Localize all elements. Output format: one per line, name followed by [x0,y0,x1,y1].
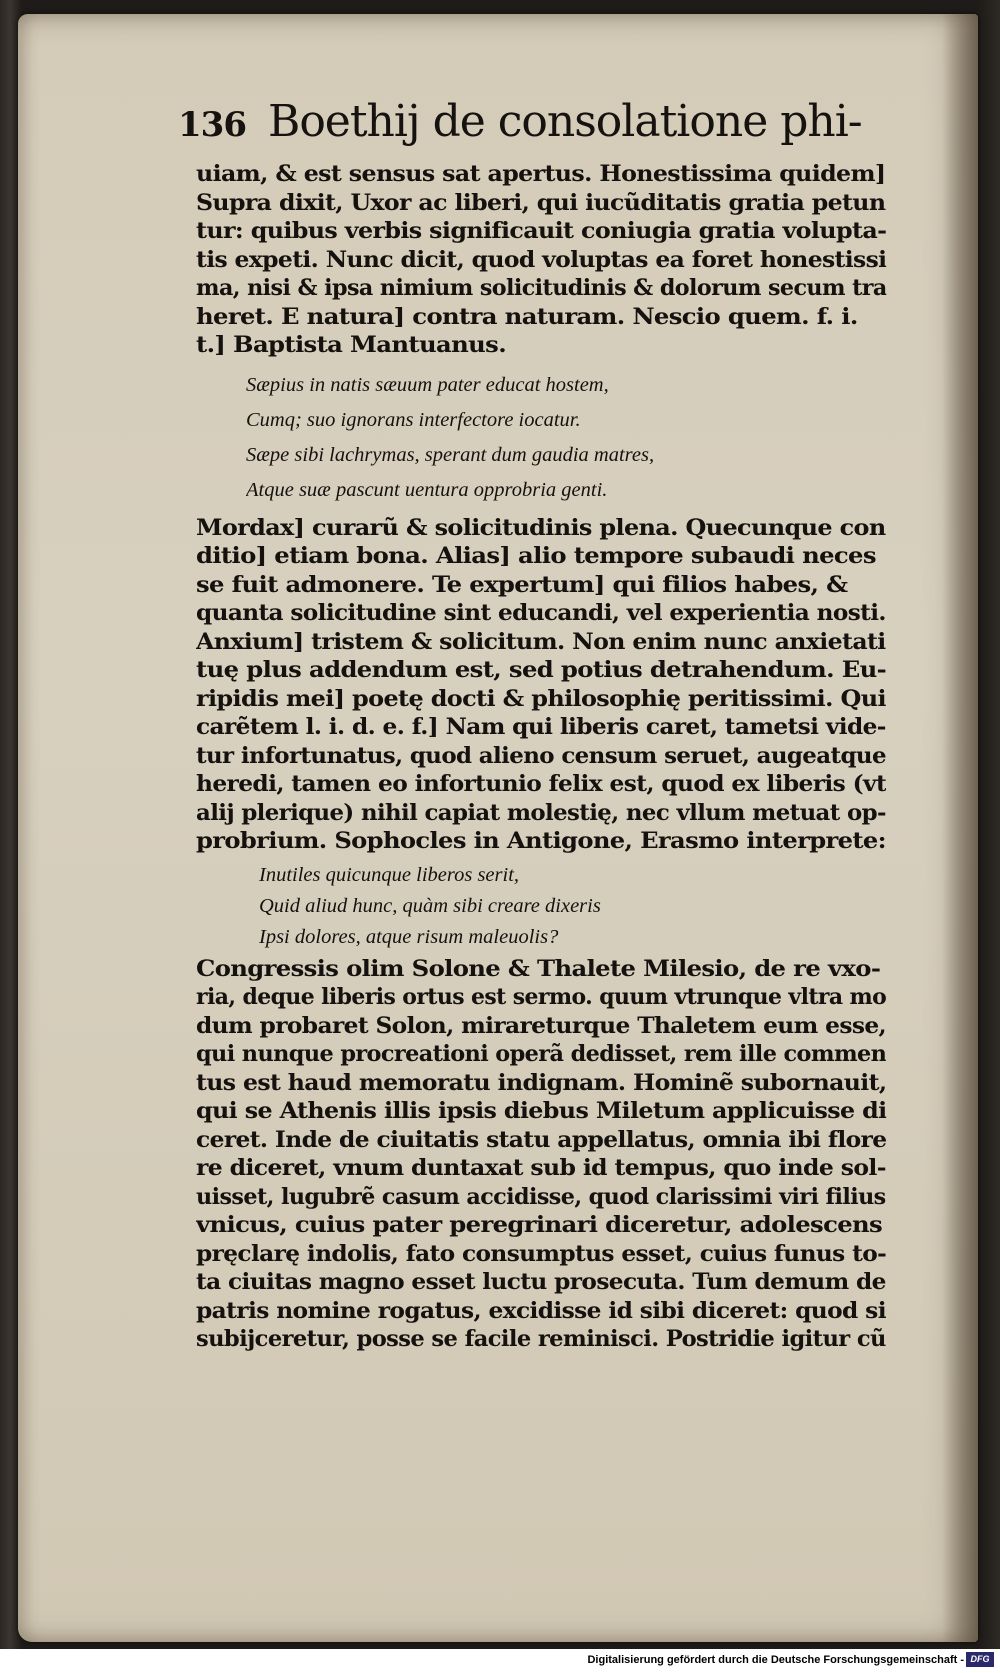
verse-line: Sæpius in natis sæuum pater educat hostem, [246,373,609,396]
verse-line: Quid aliud hunc, quàm sibi creare dixeris [259,894,601,917]
text-line: ria, deque liberis ortus est sermo. quum vtrunque vltra mo [196,984,887,1010]
text-line: qui se Athenis illis ipsis diebus Miletum applicuisse di [196,1098,887,1124]
verse-quotation-sophocles [196,860,886,953]
text-line: qui nunque procreationi operã dedisset, rem ille commen [196,1041,886,1067]
text-line: uisset, lugubrẽ casum accidisse, quod clarissimi viri filius [196,1183,886,1210]
text-line: alij plerique) nihil capiat molestię, nec vllum metuat op- [196,799,886,826]
text-line: t.] Baptista Mantuanus. [196,332,507,358]
text-line: subijceretur, posse se facile reminisci. Postridie igitur cũ [196,1326,886,1352]
verse-line: Atque suæ pascunt uentura opprobria genti. [246,478,608,501]
page-number: 136 [178,105,246,145]
text-line: tur infortunatus, quod alieno censum seruet, augeatque [196,742,886,769]
text-line: ditio] etiam bona. Alias] alio tempore subaudi neces [196,543,876,569]
verse-quotation-mantuanus [196,368,886,508]
verse-line: Sæpe sibi lachrymas, sperant dum gaudia matres, [246,443,655,466]
text-line: heredi, tamen eo infortunio felix est, quod ex liberis (vt [196,771,886,797]
text-line: vnicus, cuius pater peregrinari diceretur, adolescens [196,1212,883,1238]
running-title: Boethij de consolatione phi- [267,96,862,147]
text-line: se fuit admonere. Te expertum] qui filios habes, & [196,571,848,598]
text-line: Mordax] curarũ & solicitudinis plena. Quecunque con [196,514,886,541]
text-line: carẽtem l. i. d. e. f.] Nam qui liberis caret, tametsi vide- [196,714,886,740]
text-line: tis expeti. Nunc dicit, quod voluptas ea foret honestissi [196,246,887,273]
text-line: probrium. Sophocles in Antigone, Erasmo interprete: [196,828,886,854]
text-line: ta ciuitas magno esset luctu prosecuta. Tum demum de [196,1269,886,1295]
text-line: ripidis mei] poetę docti & philosophię peritissimi. Qui [196,685,886,712]
dfg-logo: DFG [966,1652,994,1667]
text-line: ceret. Inde de ciuitatis statu appellatus, omnia ibi flore [196,1126,887,1153]
funding-credit: Digitalisierung gefördert durch die Deutsche Forschungsgemeinschaft - [587,1654,964,1666]
verse-line: Cumq; suo ignorans interfectore iocatur. [246,408,581,431]
text-line: Supra dixit, Uxor ac liberi, qui iucũditatis gratia petun [196,189,886,216]
text-line: quanta solicitudine sint educandi, vel experientia nosti. [196,600,886,626]
verse-line: Inutiles quicunque liberos serit, [259,863,520,886]
text-line: dum probaret Solon, mirareturque Thaletem eum esse, [196,1012,886,1039]
running-head [178,96,862,156]
text-line: pręclarę indolis, fato consumptus esset, cuius funus to- [196,1240,887,1267]
text-line: Congressis olim Solone & Thalete Milesio, de re vxo- [196,955,881,982]
main-text [196,160,886,1354]
text-line: uiam, & est sensus sat apertus. Honestissima quidem] [196,161,886,187]
verse-line: Ipsi dolores, atque risum maleuolis? [259,925,559,948]
text-line: ma, nisi & ipsa nimium solicitudinis & dolorum secum tra [196,275,887,301]
text-line: re diceret, vnum duntaxat sub id tempus, quo inde sol- [196,1155,886,1181]
text-line: tus est haud memoratu indignam. Hominẽ subornauit, [196,1069,886,1096]
text-line: tuę plus addendum est, sed potius detrahendum. Eu- [196,657,887,683]
text-line: tur: quibus verbis significauit coniugia gratia volupta- [196,218,887,244]
text-line: heret. E natura] contra naturam. Nescio quem. f. i. [196,303,858,330]
text-line: Anxium] tristem & solicitum. Non enim nunc anxietati [196,628,886,655]
page-edge-shadow [942,14,978,1642]
text-line: patris nomine rogatus, excidisse id sibi diceret: quod si [196,1297,886,1324]
